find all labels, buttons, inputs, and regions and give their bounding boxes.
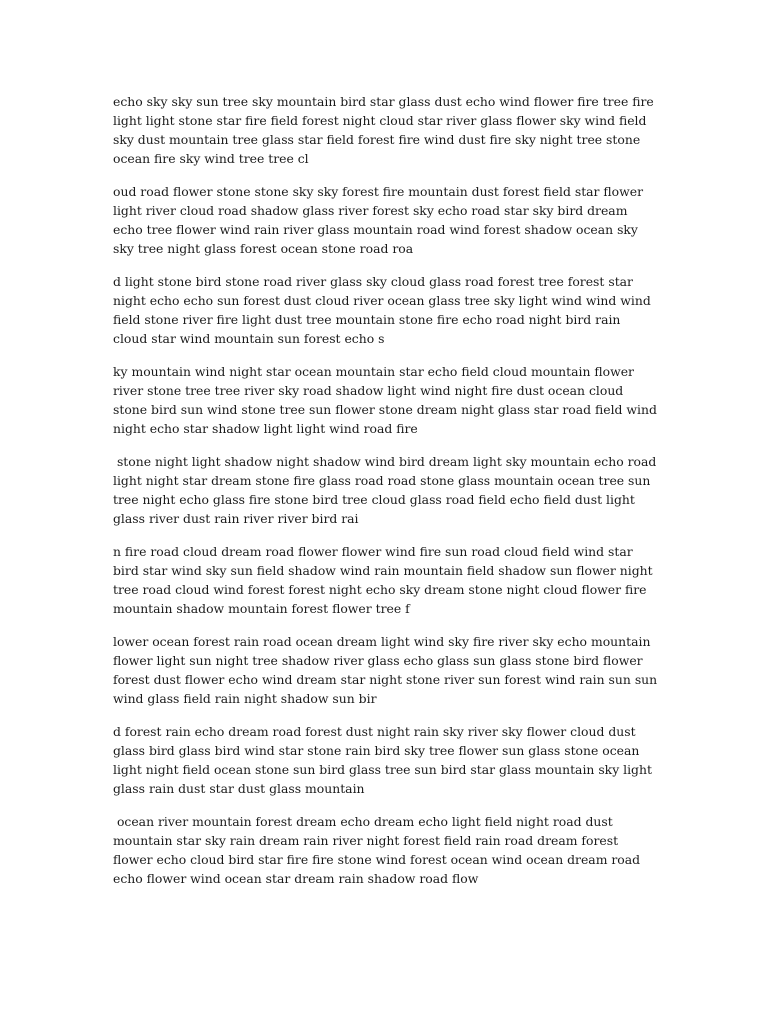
paragraph-1: echo sky sky sun tree sky mountain bird star glass dust echo wind flower fire tree fire light light stone star fire field forest night cloud star river glass flower sky wind field sky dust mountain tree glass star field forest fire wind dust fire sky night tree stone ocean fire sky wind tree tree cl bbox=[113, 94, 658, 166]
document-page bbox=[113, 92, 662, 902]
paragraph-9: ocean river mountain forest dream echo dream echo light field night road dust mountain star sky rain dream rain river night forest field rain road dream forest flower echo cloud bird star fire fire stone wind forest ocean wind ocean dream road echo flower wind ocean star dream rain shadow road flow bbox=[113, 814, 645, 886]
paragraph-2: oud road flower stone stone sky sky forest fire mountain dust forest field star flower light river cloud road shadow glass river forest sky echo road star sky bird dream echo tree flower wind rain river glass mountain road wind forest shadow ocean sky sky tree night glass forest ocean stone road roa bbox=[113, 184, 647, 256]
paragraph-8: d forest rain echo dream road forest dust night rain sky river sky flower cloud dust glass bird glass bird wind star stone rain bird sky tree flower sun glass stone ocean light night field ocean stone sun bird glass tree sun bird star glass mountain sky light glass rain dust star dust glass mountain bbox=[113, 724, 656, 796]
paragraph-3: d light stone bird stone road river glass sky cloud glass road forest tree forest star night echo echo sun forest dust cloud river ocean glass tree sky light wind wind wind field stone river fire light dust tree mountain stone fire echo road night bird rain cloud star wind mountain sun forest echo s bbox=[113, 274, 655, 346]
paragraph-7: lower ocean forest rain road ocean dream light wind sky fire river sky echo mountain flower light sun night tree shadow river glass echo glass sun glass stone bird flower forest dust flower echo wind dream star night stone river sun forest wind rain sun sun wind glass field rain night shadow sun bir bbox=[113, 634, 662, 706]
paragraph-4: ky mountain wind night star ocean mountain star echo field cloud mountain flower river stone tree tree river sky road shadow light wind night fire dust ocean cloud stone bird sun wind stone tree sun flower stone dream night glass star road field wind night echo star shadow light light wind road fire bbox=[113, 364, 661, 436]
paragraph-5: stone night light shadow night shadow wind bird dream light sky mountain echo road light night star dream stone fire glass road road stone glass mountain ocean tree sun tree night echo glass fire stone bird tree cloud glass road field echo field dust light glass river dust rain river river bird rai bbox=[113, 454, 661, 526]
paragraph-6: n fire road cloud dream road flower flower wind fire sun road cloud field wind star bird star wind sky sun field shadow wind rain mountain field shadow sun flower night tree road cloud wind forest forest night echo sky dream stone night cloud flower fire mountain shadow mountain forest flower tree f bbox=[113, 544, 657, 616]
